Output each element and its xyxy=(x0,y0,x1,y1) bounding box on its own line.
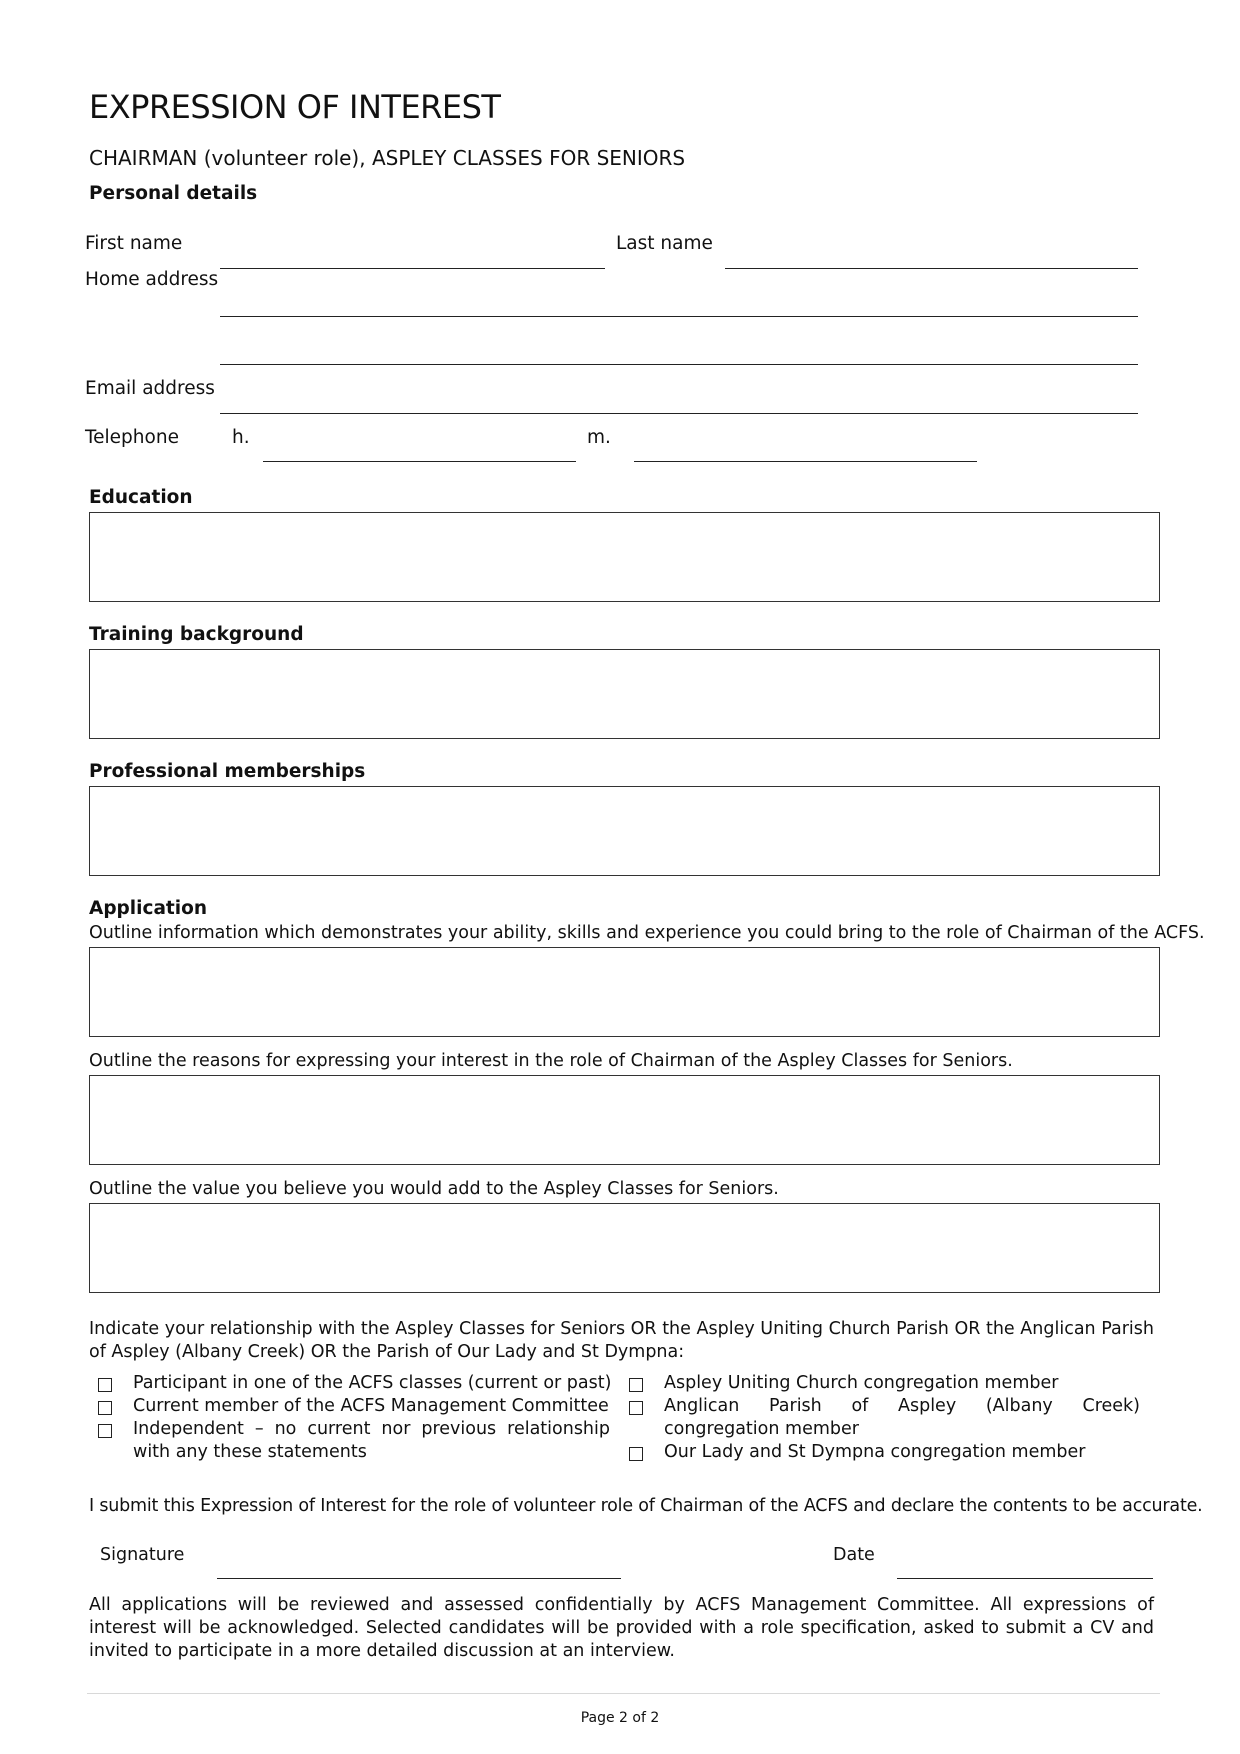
page-number: Page 2 of 2 xyxy=(580,1710,660,1726)
first-name-field[interactable] xyxy=(220,268,605,269)
last-name-label: Last name xyxy=(616,233,713,254)
last-name-field[interactable] xyxy=(725,268,1138,269)
date-field[interactable] xyxy=(897,1578,1153,1579)
checkbox-uniting-church[interactable] xyxy=(629,1378,643,1392)
footer-divider xyxy=(87,1693,1160,1694)
memberships-heading: Professional memberships xyxy=(89,761,366,782)
home-phone-field[interactable] xyxy=(263,461,576,462)
personal-details-heading: Personal details xyxy=(89,183,258,204)
checkbox-anglican-parish[interactable] xyxy=(629,1401,643,1415)
email-field[interactable] xyxy=(220,413,1138,414)
option-st-dympna: Our Lady and St Dympna congregation member xyxy=(664,1442,1086,1462)
training-textbox[interactable] xyxy=(89,649,1160,739)
application-heading: Application xyxy=(89,898,208,919)
ability-textbox[interactable] xyxy=(89,947,1160,1037)
memberships-textbox[interactable] xyxy=(89,786,1160,876)
application-prompt-reasons: Outline the reasons for expressing your interest in the role of Chairman of the Aspley Classes for Seniors. xyxy=(89,1051,1013,1071)
mobile-phone-field[interactable] xyxy=(634,461,977,462)
option-acfs-committee: Current member of the ACFS Management Committee xyxy=(133,1396,609,1416)
telephone-label: Telephone xyxy=(85,427,179,448)
relationship-prompt: Indicate your relationship with the Aspley Classes for Seniors OR the Aspley Uniting Church Parish OR the Anglican Parish of Aspley (Albany Creek) OR the Parish of Our Lady and St Dympna: xyxy=(89,1319,1154,1362)
option-acfs-participant: Participant in one of the ACFS classes (current or past) xyxy=(133,1373,612,1393)
option-independent: Independent – no current nor previous relationship with any these statements xyxy=(133,1419,610,1462)
signature-field[interactable] xyxy=(217,1578,621,1579)
confidentiality-notice: All applications will be reviewed and assessed confidentially by ACFS Management Committee. All expressions of interest will be acknowledged. Selected candidates will be provided with a role specification, asked to submit a CV and invited to participate in a more detailed discussion at an interview. xyxy=(89,1595,1154,1661)
checkbox-acfs-participant[interactable] xyxy=(98,1378,112,1392)
training-heading: Training background xyxy=(89,624,304,645)
signature-label: Signature xyxy=(100,1545,185,1565)
option-uniting-church: Aspley Uniting Church congregation member xyxy=(664,1373,1059,1393)
checkbox-independent[interactable] xyxy=(98,1424,112,1438)
home-address-field-line-1[interactable] xyxy=(220,316,1138,317)
document-title: EXPRESSION OF INTEREST xyxy=(89,88,501,126)
date-label: Date xyxy=(833,1545,875,1565)
home-phone-prefix: h. xyxy=(232,427,250,448)
document-subtitle: CHAIRMAN (volunteer role), ASPLEY CLASSES FOR SENIORS xyxy=(89,146,686,170)
education-textbox[interactable] xyxy=(89,512,1160,602)
education-heading: Education xyxy=(89,487,193,508)
option-anglican-parish: Anglican Parish of Aspley (Albany Creek) congregation member xyxy=(664,1396,1140,1439)
email-label: Email address xyxy=(85,378,215,399)
application-prompt-ability: Outline information which demonstrates your ability, skills and experience you could bring to the role of Chairman of the ACFS. xyxy=(89,923,1205,943)
declaration-statement: I submit this Expression of Interest for the role of volunteer role of Chairman of the ACFS and declare the contents to be accurate. xyxy=(89,1496,1203,1516)
application-prompt-value: Outline the value you believe you would add to the Aspley Classes for Seniors. xyxy=(89,1179,779,1199)
first-name-label: First name xyxy=(85,233,183,254)
value-textbox[interactable] xyxy=(89,1203,1160,1293)
reasons-textbox[interactable] xyxy=(89,1075,1160,1165)
mobile-phone-prefix: m. xyxy=(587,427,611,448)
home-address-field-line-2[interactable] xyxy=(220,364,1138,365)
checkbox-acfs-committee[interactable] xyxy=(98,1401,112,1415)
checkbox-st-dympna[interactable] xyxy=(629,1447,643,1461)
home-address-label: Home address xyxy=(85,269,219,290)
